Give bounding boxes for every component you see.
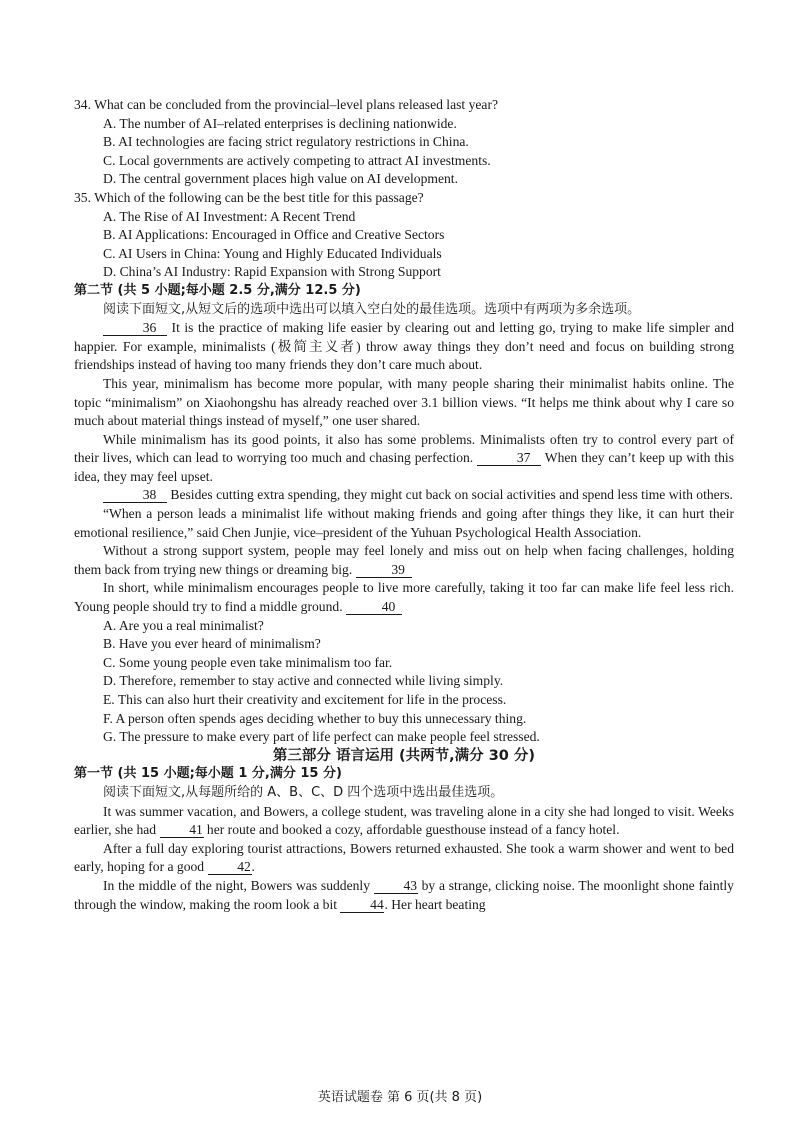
paragraph-6-text: Without a strong support system, people may feel lonely and miss out on help when facing challenges, holding them back from trying new things or dreaming big. <box>74 543 734 577</box>
cloze-paragraph-1 <box>74 803 734 840</box>
cloze-p2-after: . <box>251 859 255 875</box>
part-3-section-1-heading: 第一节 (共 15 小题;每小题 1 分,满分 15 分) <box>74 766 342 782</box>
cloze-p1-after: her route and booked a cozy, affordable guesthouse instead of a fancy hotel. <box>203 822 620 838</box>
blank-41: 41 <box>160 823 204 838</box>
passage-paragraph-1 <box>74 319 734 375</box>
blank-39: 39 <box>356 563 412 578</box>
cloze-p3-mid: by a strange, clicking noise. The moonlight shone faintly through the window, making the room look a bit <box>74 877 734 912</box>
passage-paragraph-2: This year, minimalism has become more popular, with many people sharing their minimalist habits online. The topic “minimalism” on Xiaohongshu has already reached over 3.1 billion views. “It helps me think about why I care so much about material things instead of myself,” one user shared. <box>74 375 734 429</box>
cloze-p3-before: In the middle of the night, Bowers was suddenly <box>103 877 374 893</box>
blank-42: 42 <box>208 860 252 875</box>
paragraph-3-text: While minimalism has its good points, it also has some problems. Minimalists often try to control every part of their lives, which can lead to worrying too much and chasing perfection. <box>74 431 734 466</box>
paragraph-3-after: When they can’t keep up with this idea, they may feel upset. <box>74 450 734 484</box>
part-3-instruction: 阅读下面短文,从每题所给的 A、B、C、D 四个选项中选出最佳选项。 <box>103 784 504 800</box>
s2-option-c: C. Some young people even take minimalism too far. <box>103 654 393 670</box>
page-footer: 英语试题卷 第 6 页(共 8 页) <box>317 1090 483 1105</box>
blank-44: 44 <box>340 898 384 913</box>
q34-option-a: A. The number of AI–related enterprises is declining nationwide. <box>103 115 457 131</box>
passage-paragraph-6 <box>74 542 734 579</box>
cloze-paragraph-2 <box>74 840 734 877</box>
q35-option-b: B. AI Applications: Encouraged in Office and Creative Sectors <box>103 227 445 243</box>
page-content <box>74 96 734 914</box>
section-2-instruction: 阅读下面短文,从短文后的选项中选出可以填入空白处的最佳选项。选项中有两项为多余选项。 <box>103 301 641 317</box>
blank-43: 43 <box>374 879 418 894</box>
q34-option-b: B. AI technologies are facing strict regulatory restrictions in China. <box>103 134 469 150</box>
s2-option-g: G. The pressure to make every part of life perfect can make people feel stressed. <box>103 729 540 745</box>
cloze-paragraph-3 <box>74 877 734 914</box>
paragraph-7-text: In short, while minimalism encourages people to live more carefully, taking it too far can make life feel less rich. Young people should try to find a middle ground. <box>74 580 734 615</box>
q34-option-c: C. Local governments are actively competing to attract AI investments. <box>103 152 491 168</box>
paragraph-1-text: It is the practice of making life easier by clearing out and letting go, trying to make life simpler and happier. For example, minimalists (极简主义者) throw away things they don’t need and focus on building strong friendships instead of having too many friends they don’t care much about. <box>74 320 734 373</box>
question-35-stem: 35. Which of the following can be the best title for this passage? <box>74 189 424 205</box>
s2-option-a: A. Are you a real minimalist? <box>103 617 264 633</box>
blank-37: 37 <box>477 451 541 466</box>
question-34-stem: 34. What can be concluded from the provincial–level plans released last year? <box>74 97 499 112</box>
section-2-heading: 第二节 (共 5 小题;每小题 2.5 分,满分 12.5 分) <box>74 282 361 298</box>
cloze-p3-after: . Her heart beating <box>384 896 486 912</box>
cloze-p2-before: After a full day exploring tourist attractions, Bowers returned exhausted. She took a warm shower and went to bed early, hoping for a good <box>74 840 734 875</box>
q34-option-d: D. The central government places high value on AI development. <box>103 171 458 187</box>
blank-36: 36 <box>103 321 167 336</box>
s2-option-f: F. A person often spends ages deciding whether to buy this unnecessary thing. <box>103 710 527 726</box>
blank-38: 38 <box>103 488 167 503</box>
passage-paragraph-7 <box>74 579 734 616</box>
q35-option-c: C. AI Users in China: Young and Highly Educated Individuals <box>103 245 442 261</box>
s2-option-d: D. Therefore, remember to stay active and connected while living simply. <box>103 673 504 689</box>
part-3-heading: 第三部分 语言运用 (共两节,满分 30 分) <box>272 747 536 764</box>
passage-paragraph-4 <box>74 486 734 505</box>
s2-option-e: E. This can also hurt their creativity and excitement for life in the process. <box>103 692 507 707</box>
paragraph-4-text: Besides cutting extra spending, they might cut back on social activities and spend less time with others. <box>167 487 733 503</box>
passage-paragraph-5: “When a person leads a minimalist life without making friends and going after things they like, it can hurt their emotional resilience,” said Chen Junjie, vice–president of the Yuhuan Psychological Health Association. <box>74 506 734 540</box>
q35-option-a: A. The Rise of AI Investment: A Recent Trend <box>103 208 356 224</box>
blank-40: 40 <box>346 600 402 615</box>
s2-option-b: B. Have you ever heard of minimalism? <box>103 636 321 652</box>
q35-option-d: D. China’s AI Industry: Rapid Expansion with Strong Support <box>103 264 441 280</box>
cloze-p1-before: It was summer vacation, and Bowers, a college student, was traveling alone in a city she had longed to visit. Weeks earlier, she had <box>74 803 734 838</box>
passage-paragraph-3 <box>74 431 734 487</box>
